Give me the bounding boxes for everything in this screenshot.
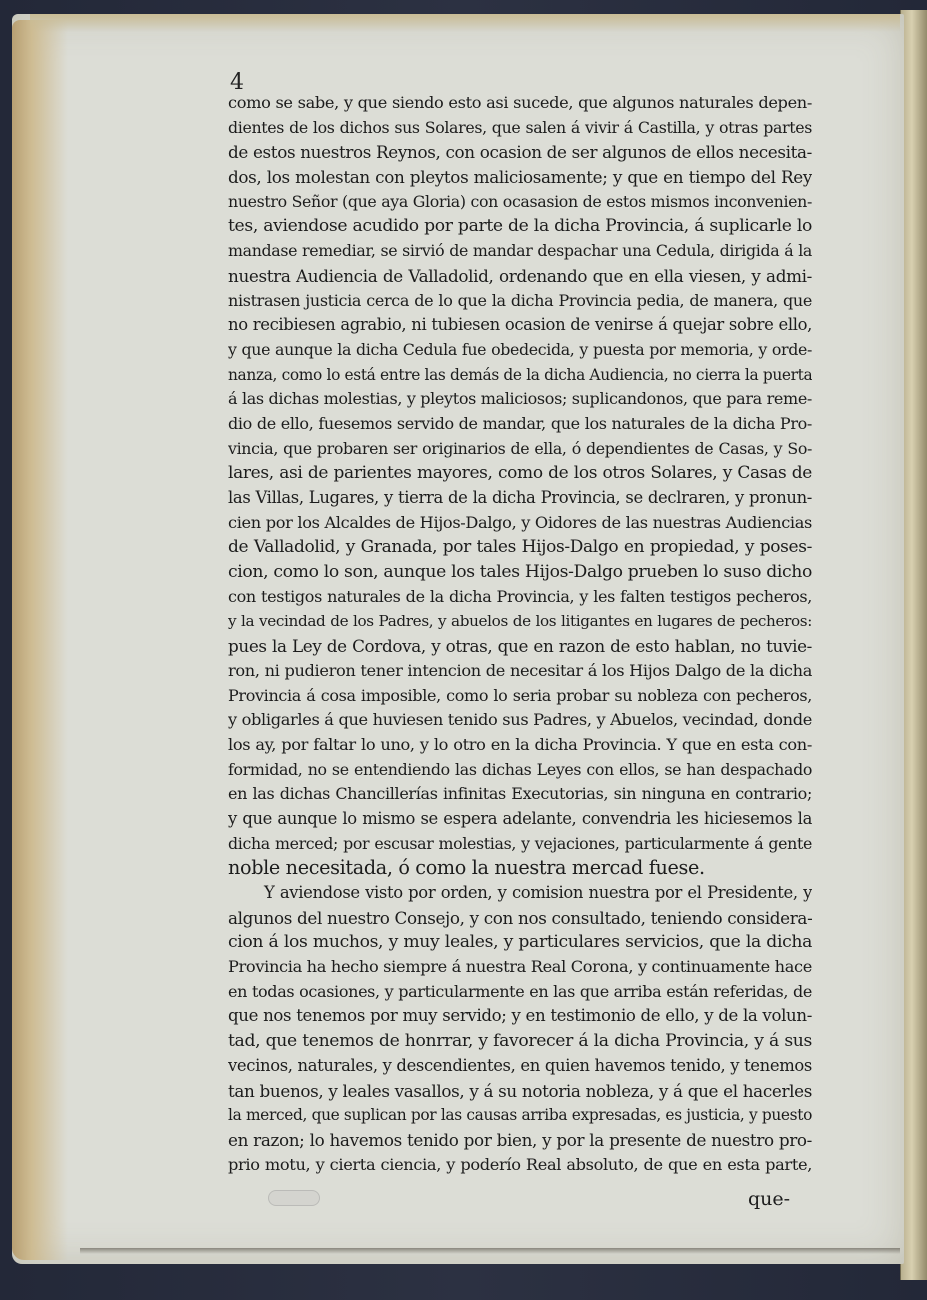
text-line: prio motu, y cierta ciencia, y poderío Real absoluto, de que en esta parte, — [228, 1154, 812, 1174]
text-line: Provincia ha hecho siempre á nuestra Real Corona, y continuamente hace — [228, 957, 812, 977]
text-line: nuestra Audiencia de Valladolid, ordenando que en ella viesen, y admi- — [228, 265, 812, 286]
text-line: Provincia á cosa imposible, como lo seria probar su nobleza con pecheros, — [228, 685, 812, 705]
text-line: dicha merced; por escusar molestias, y vejaciones, particularmente á gente — [228, 833, 812, 853]
next-leaf-edge — [900, 10, 927, 1280]
text-line: nuestro Señor (que aya Gloria) con ocasasion de estos mismos inconvenien- — [228, 191, 812, 211]
text-line: y la vecindad de los Padres, y abuelos de los litigantes en lugares de pecheros: — [228, 612, 812, 631]
text-line: noble necesitada, ó como la nuestra mercad fuese. — [228, 856, 705, 880]
text-line: dientes de los dichos sus Solares, que salen á vivir á Castilla, y otras partes — [228, 117, 812, 137]
text-line: nistrasen justicia cerca de lo que la dicha Provincia pedia, de manera, que — [228, 290, 812, 310]
text-line: tes, aviendose acudido por parte de la dicha Provincia, á suplicarle lo — [228, 216, 812, 237]
text-line: y obligarles á que huviesen tenido sus Padres, y Abuelos, vecindad, donde — [228, 710, 812, 730]
text-line: en las dichas Chancillerías infinitas Executorias, sin ninguna en contrario; — [228, 784, 812, 804]
faint-stamp — [268, 1190, 320, 1206]
text-line: que nos tenemos por muy servido; y en testimonio de ello, y de la volun- — [228, 1006, 812, 1026]
text-line: cion, como lo son, aunque los tales Hijos-Dalgo prueben lo suso dicho — [228, 562, 812, 583]
worn-top-edge — [30, 14, 900, 32]
body-text — [228, 91, 812, 1177]
text-line: de estos nuestros Reynos, con ocasion de ser algunos de ellos necesita- — [228, 142, 812, 163]
text-line: dos, los molestan con pleytos maliciosamente; y que en tiempo del Rey — [228, 167, 812, 188]
text-line: formidad, no se entendiendo las dichas Leyes con ellos, se han despachado — [228, 759, 812, 779]
text-line: y que aunque lo mismo se espera adelante, convendria les hiciesemos la — [228, 808, 812, 828]
text-line: vecinos, naturales, y descendientes, en quien havemos tenido, y tenemos — [228, 1055, 812, 1075]
text-line: y que aunque la dicha Cedula fue obedecida, y puesta por memoria, y orde- — [228, 339, 812, 359]
text-line: nanza, como lo está entre las demás de la dicha Audiencia, no cierra la puerta — [228, 365, 812, 384]
page-bottom-shadow — [80, 1248, 900, 1254]
text-line: en razon; lo havemos tenido por bien, y por la presente de nuestro pro- — [228, 1129, 812, 1150]
page-number: 4 — [230, 70, 244, 95]
text-line: cion á los muchos, y muy leales, y particulares servicios, que la dicha — [228, 932, 812, 953]
text-line: pues la Ley de Cordova, y otras, que en razon de esto hablan, no tuvie- — [228, 636, 812, 657]
text-line: á las dichas molestias, y pleytos maliciosos; suplicandonos, que para reme- — [228, 389, 812, 409]
text-line: en todas ocasiones, y particularmente en las que arriba están referidas, de — [228, 981, 812, 1001]
text-line: mandase remediar, se sirvió de mandar despachar una Cedula, dirigida á la — [228, 241, 812, 261]
text-line: tad, que tenemos de honrrar, y favorecer á la dicha Provincia, y á sus — [228, 1031, 812, 1052]
catchword: que- — [748, 1188, 791, 1210]
text-line: los ay, por faltar lo uno, y lo otro en la dicha Provincia. Y que en esta con- — [228, 734, 812, 754]
text-line: algunos del nuestro Consejo, y con nos consultado, teniendo considera- — [228, 907, 812, 928]
text-line: vincia, que probaren ser originarios de ella, ó dependientes de Casas, y So- — [228, 438, 812, 458]
text-line: la merced, que suplican por las causas arriba expresadas, es justicia, y puesto — [228, 1106, 812, 1125]
text-line: como se sabe, y que siendo esto asi sucede, que algunos naturales depen- — [228, 93, 812, 112]
text-line: las Villas, Lugares, y tierra de la dicha Provincia, se declraren, y pronun- — [228, 488, 812, 507]
text-line: no recibiesen agrabio, ni tubiesen ocasion de venirse á quejar sobre ello, — [228, 315, 812, 335]
text-line: con testigos naturales de la dicha Provincia, y les falten testigos pecheros, — [228, 586, 812, 606]
text-line: ron, ni pudieron tener intencion de necesitar á los Hijos Dalgo de la dicha — [228, 660, 812, 680]
text-line: cien por los Alcaldes de Hijos-Dalgo, y Oidores de las nuestras Audiencias — [228, 512, 812, 532]
worn-left-edge — [12, 20, 68, 1260]
text-line: tan buenos, y leales vasallos, y á su notoria nobleza, y á que el hacerles — [228, 1080, 812, 1101]
text-line: de Valladolid, y Granada, por tales Hijos-Dalgo en propiedad, y poses- — [228, 537, 812, 558]
text-line: lares, asi de parientes mayores, como de los otros Solares, y Casas de — [228, 463, 812, 484]
text-line: dio de ello, fuesemos servido de mandar, que los naturales de la dicha Pro- — [228, 413, 812, 433]
text-line: Y aviendose visto por orden, y comision nuestra por el Presidente, y — [264, 883, 812, 902]
